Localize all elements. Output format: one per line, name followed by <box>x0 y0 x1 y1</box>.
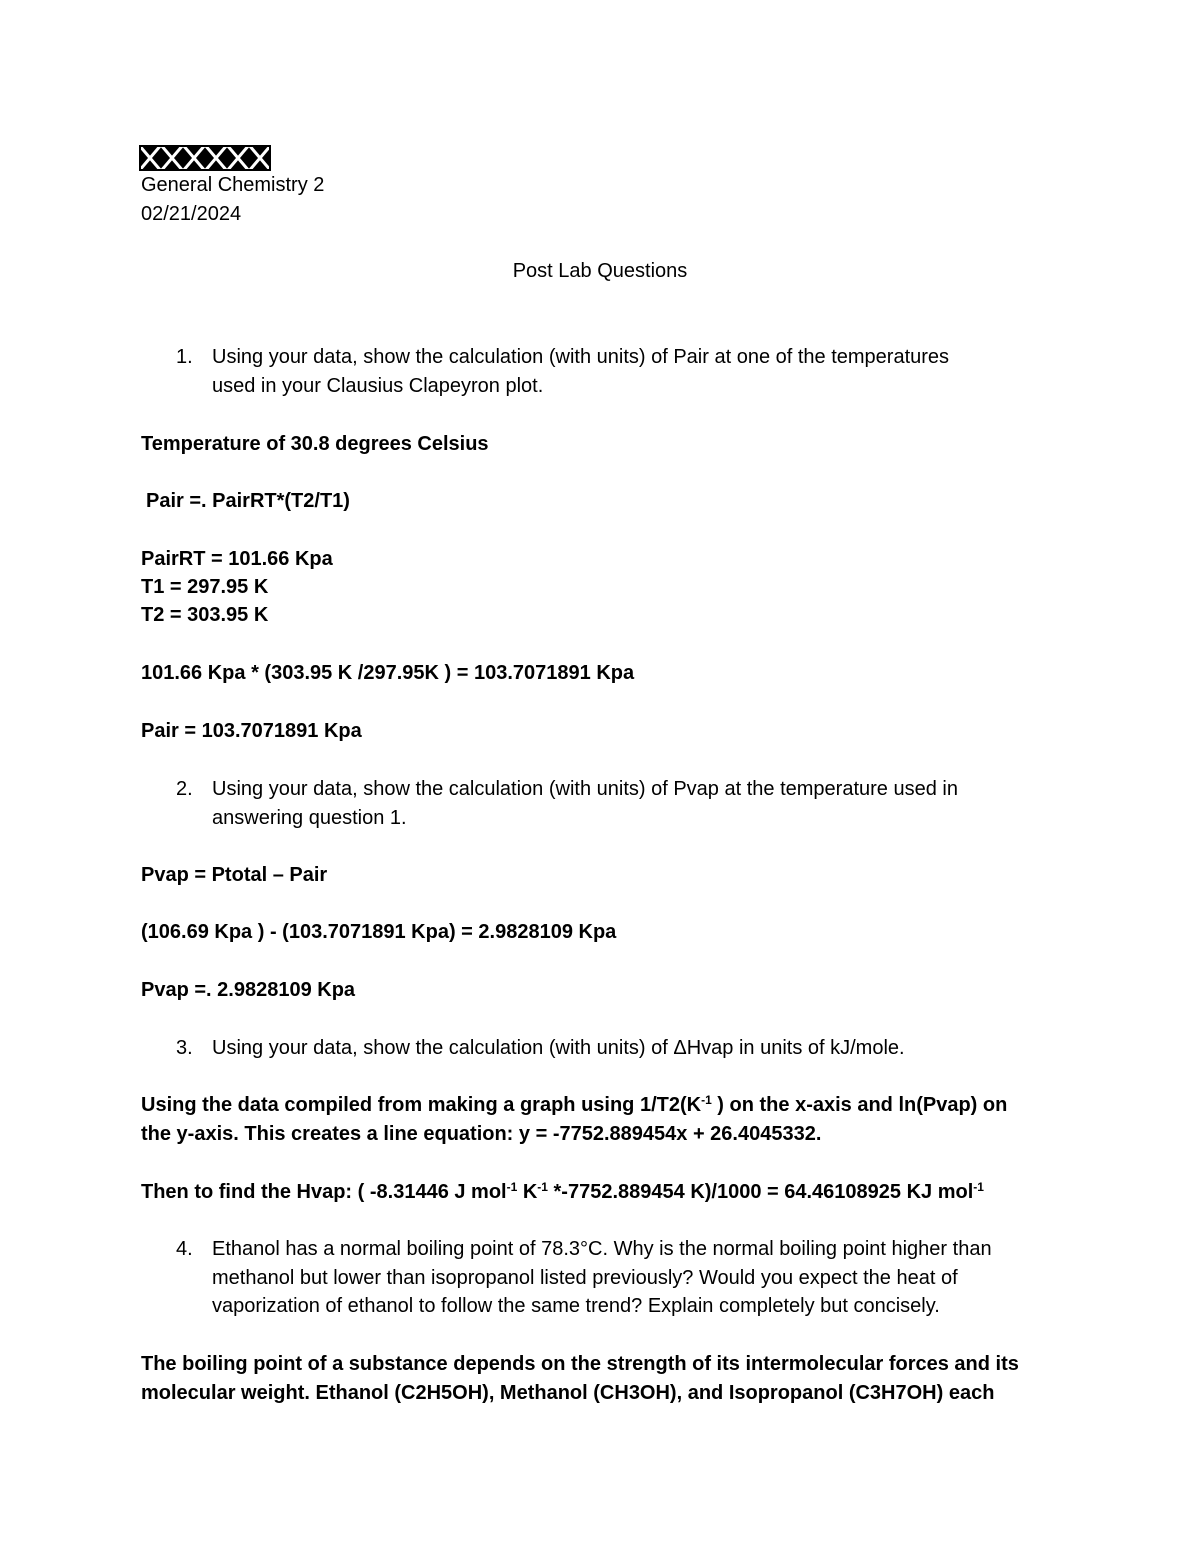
answer-1-formula: Pair =. PairRT*(T2/T1) <box>146 490 350 512</box>
mol-superscript: -1 <box>506 1180 518 1194</box>
answer-3-hvap <box>141 1180 984 1204</box>
question-1-number: 1. <box>176 346 193 368</box>
inverse-kelvin-superscript: -1 <box>701 1093 712 1107</box>
question-2-number: 2. <box>176 778 193 800</box>
question-3-text-line-1: Using your data, show the calculation (with units) of ΔHvap in units of kJ/mole. <box>212 1037 905 1059</box>
answer-1-calculation: 101.66 Kpa * (303.95 K /297.95K ) = 103.7071891 Kpa <box>141 662 635 684</box>
answer-3-line-2: the y-axis. This creates a line equation: y = -7752.889454x + 26.4045332. <box>141 1123 822 1145</box>
answer-1-result: Pair = 103.7071891 Kpa <box>141 720 362 742</box>
answer-1-t1: T1 = 297.95 K <box>141 576 269 598</box>
question-4-number: 4. <box>176 1238 193 1260</box>
answer-3-line-1-start: Using the data compiled from making a graph using 1/T2(K <box>141 1094 702 1116</box>
answer-4-line-2: molecular weight. Ethanol (C2H5OH), Methanol (CH3OH), and Isopropanol (C3H7OH) each <box>141 1382 995 1404</box>
answer-1-pairrt: PairRT = 101.66 Kpa <box>141 548 333 570</box>
course-name: General Chemistry 2 <box>141 174 325 196</box>
hvap-part-3: *-7752.889454 K)/1000 = 64.46108925 KJ mol <box>547 1181 974 1203</box>
hvap-part-2: K <box>517 1181 538 1203</box>
answer-3-line-1 <box>141 1093 1007 1117</box>
answer-3-line-1-end: ) on the x-axis and ln(Pvap) on <box>711 1094 1008 1116</box>
document-date: 02/21/2024 <box>141 203 242 225</box>
answer-2-formula: Pvap = Ptotal – Pair <box>141 864 328 886</box>
kelvin-superscript: -1 <box>537 1180 548 1194</box>
question-2-text-line-2: answering question 1. <box>212 807 407 829</box>
answer-1-t2: T2 = 303.95 K <box>141 604 269 626</box>
question-3-number: 3. <box>176 1037 193 1059</box>
answer-2-calculation: (106.69 Kpa ) - (103.7071891 Kpa) = 2.9828109 Kpa <box>141 921 617 943</box>
question-1-text-line-1: Using your data, show the calculation (with units) of Pair at one of the temperatures <box>212 346 950 368</box>
answer-2-result: Pvap =. 2.9828109 Kpa <box>141 979 356 1001</box>
hvap-part-1: Then to find the Hvap: ( -8.31446 J mol <box>141 1181 507 1203</box>
question-4-text-line-1: Ethanol has a normal boiling point of 78.3°C. Why is the normal boiling point higher than <box>212 1238 992 1260</box>
question-2-text-line-1: Using your data, show the calculation (with units) of Pvap at the temperature used in <box>212 778 958 800</box>
answer-1-temperature: Temperature of 30.8 degrees Celsius <box>141 433 489 455</box>
question-4-text-line-3: vaporization of ethanol to follow the same trend? Explain completely but concisely. <box>212 1295 940 1317</box>
question-1-text-line-2: used in your Clausius Clapeyron plot. <box>212 375 544 397</box>
page-title: Post Lab Questions <box>512 260 688 282</box>
answer-4-line-1: The boiling point of a substance depends on the strength of its intermolecular forces and its <box>141 1353 1019 1375</box>
question-4-text-line-2: methanol but lower than isopropanol listed previously? Would you expect the heat of <box>212 1267 958 1289</box>
redacted-name-block <box>139 145 271 171</box>
result-mol-superscript: -1 <box>973 1180 984 1194</box>
